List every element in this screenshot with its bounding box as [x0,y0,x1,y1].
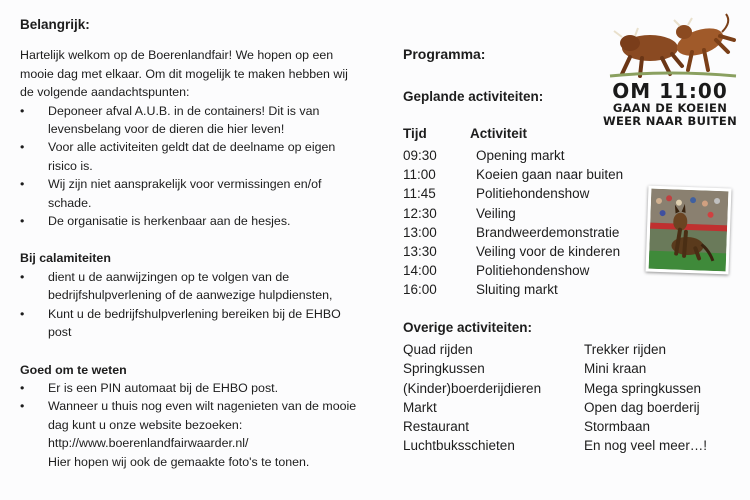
schedule-activity: Brandweerdemonstratie [476,224,620,240]
other-activity: Mega springkussen [584,380,702,396]
other-activity: Quad rijden [403,342,473,357]
schedule-activity: Veiling voor de kinderen [476,244,621,260]
calamities-list [20,268,365,342]
attention-point: • Deponeer afval A.U.B. in de containers! Dit is van levensbelang voor de dieren die hier leven! [20,102,365,139]
photos-note: Hier hopen wij ook de gemaakte foto's te tonen. [48,454,310,469]
schedule-table [403,146,623,300]
schedule-activity: Opening markt [476,148,565,163]
other-activity: Stormbaan [584,419,651,435]
attention-point: • De organisatie is herkenbaar aan de hesjes. [20,212,365,230]
schedule-time: 14:00 [403,263,437,279]
other-activity: Restaurant [403,419,470,435]
poster-line: WEER NAAR BUITEN [602,114,738,128]
good-to-know-item: • Er is een PIN automaat bij de EHBO post. [20,379,365,397]
good-to-know-heading: Goed om te weten [20,362,127,377]
schedule-row [403,261,623,280]
good-to-know-list [20,379,365,471]
police-dog-photo [646,186,732,275]
other-activity: Open dag boerderij [584,399,700,415]
schedule-time: 13:00 [403,224,437,240]
activity-column-header: Activiteit [470,126,528,141]
schedule-activity: Koeien gaan naar buiten [476,167,624,183]
schedule-row [403,280,623,299]
website-intro: Wanneer u thuis nog even wilt nagenieten van de mooie dag kunt u onze website bezoeken: [48,399,357,432]
calamity-item: • dient u de aanwijzingen op te volgen van de bedrijfshulpverlening of de aanwezige hulpdiensten, [20,268,365,305]
other-activities-column [403,340,541,456]
attention-point: • Wij zijn niet aansprakelijk voor vermissingen en/of schade. [20,175,365,212]
other-activities-heading: Overige activiteiten: [403,320,533,335]
schedule-time: 12:30 [403,205,437,221]
schedule-row [403,165,623,184]
schedule-row [403,204,623,223]
attention-point: • Voor alle activiteiten geldt dat de deelname op eigen risico is. [20,138,365,175]
cows-illustration [600,10,740,82]
schedule-activity: Veiling [476,205,516,221]
schedule-time: 09:30 [403,148,437,163]
schedule-time: 11:45 [403,186,436,202]
poster-time: OM 11:00 [612,79,728,103]
schedule-time: 13:30 [403,244,437,260]
good-to-know-item [20,397,365,471]
cows-poster [600,10,740,134]
schedule-row [403,146,623,165]
calamity-item: • Kunt u de bedrijfshulpverlening bereiken bij de EHBO post [20,305,365,342]
planned-activities-heading: Geplande activiteiten: [403,89,544,104]
calamities-heading: Bij calamiteiten [20,251,111,266]
time-column-header: Tijd [403,126,427,141]
poster-line: GAAN DE KOEIEN [612,101,728,115]
other-activity: Springkussen [403,361,485,377]
police-dog-image [649,189,729,272]
other-activity: Trekker rijden [584,342,667,357]
other-activity: Markt [403,399,437,415]
important-heading: Belangrijk: [20,17,90,32]
other-activity: Luchtbuksschieten [403,438,515,454]
other-activity: En nog veel meer…! [584,438,708,454]
schedule-time: 16:00 [403,282,437,298]
other-activity: (Kinder)boerderijdieren [403,380,542,396]
intro-text: Hartelijk welkom op de Boerenlandfair! We hopen op een mooie dag met elkaar. Om dit mogelijk te maken hebben wij de volgende aandachtspunten: [20,48,348,100]
schedule-row [403,184,623,203]
schedule-row [403,223,623,242]
schedule-row [403,242,623,261]
schedule-activity: Politiehondenshow [476,186,590,202]
other-activity: Mini kraan [584,361,647,377]
schedule-time: 11:00 [403,167,436,183]
poster-text [600,80,740,128]
schedule-activity: Sluiting markt [476,282,558,298]
left-column [20,16,365,471]
other-activities-column [584,340,707,456]
attention-points-list [20,102,365,231]
website-link[interactable]: http://www.boerenlandfairwaarder.nl/ [48,436,249,451]
program-title: Programma: [403,46,486,62]
schedule-activity: Politiehondenshow [476,263,590,279]
